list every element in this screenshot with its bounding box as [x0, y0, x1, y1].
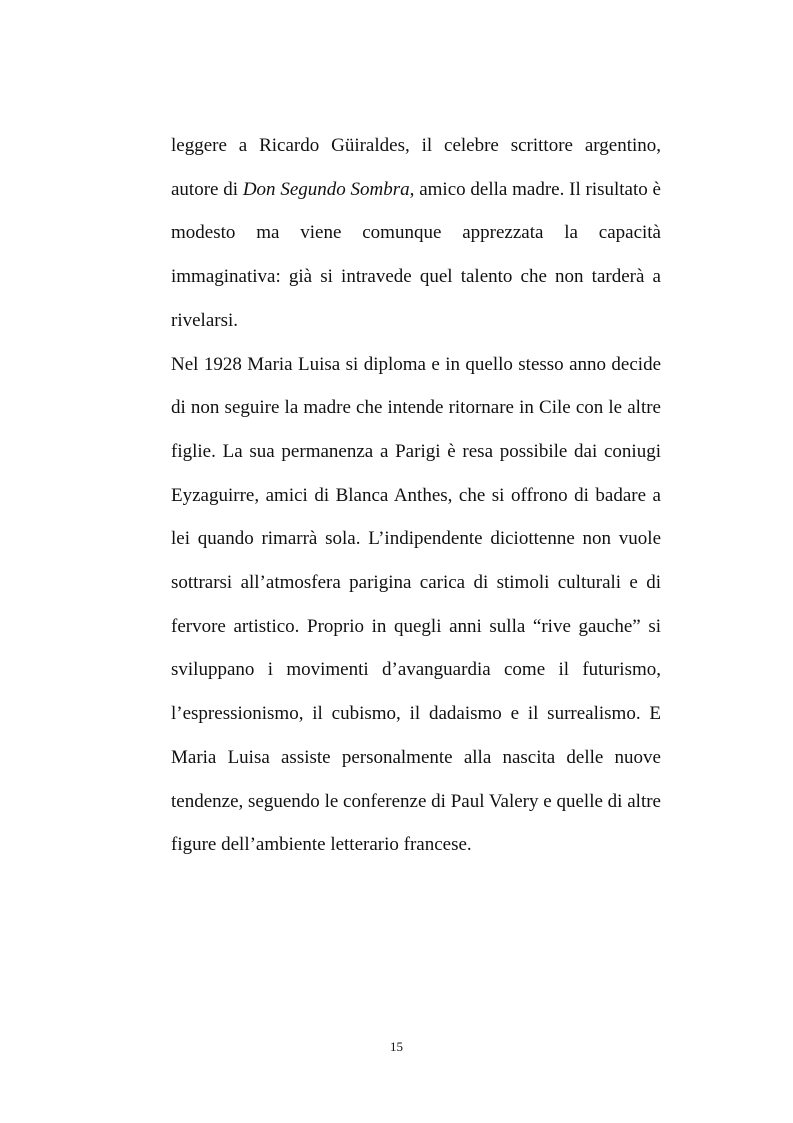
body-text [171, 124, 661, 867]
paragraph-1-text-start: leggere a Ricardo Güiraldes, il celebre scrittore argentino, autore di [171, 135, 661, 200]
paragraph-1-text-end: , amico della madre. Il risultato è modesto ma viene comunque apprezzata la capacità immaginativa: già si intravede quel talento che non tarderà a rivelarsi. [171, 178, 661, 331]
book-title-italic: Don Segundo Sombra [242, 178, 410, 200]
paragraph-1 [171, 124, 661, 343]
paragraph-2-text: Nel 1928 Maria Luisa si diploma e in quello stesso anno decide di non seguire la madre che intende ritornare in Cile con le altre figlie. La sua permanenza a Parigi è resa possibile dai coniugi Eyzaguirre, amici di Blanca Anthes, che si offrono di badare a lei quando rimarrà sola. L’indipendente diciottenne non vuole sottrarsi all’atmosfera parigina carica di stimoli culturali e di fervore artistico. Proprio in quegli anni sulla “rive gauche” si sviluppano i movimenti d’avanguardia come il futurismo, l’espressionismo, il cubismo, il dadaismo e il surrealismo. E Maria Luisa assiste personalmente alla nascita delle nuove tendenze, seguendo le conferenze di Paul Valery e quelle di altre figure dell’ambiente letterario francese. [171, 353, 661, 856]
paragraph-2 [171, 343, 661, 867]
page-number: 15 [390, 1039, 403, 1054]
